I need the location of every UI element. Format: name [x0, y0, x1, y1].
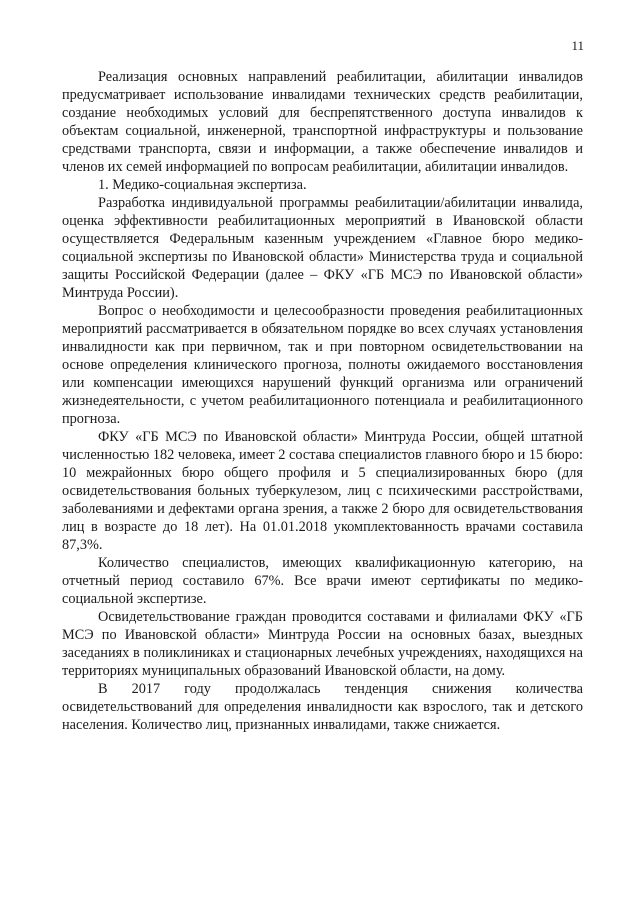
paragraph-staff-structure: ФКУ «ГБ МСЭ по Ивановской области» Минтруда России, общей штатной численностью 182 человека, имеет 2 состава специалистов главного бюро и 15 бюро: 10 межрайонных бюро общего профиля и 5 специализированных бюро (для освидетельствования больных туберкулезом, лиц с психическими расстройствами, заболеваниями и дефектами органа зрения, а также 2 бюро для освидетельствования лиц в возрасте до 18 лет). На 01.01.2018 укомплектованность врачами составила 87,3%. — [62, 429, 583, 553]
page-number: 11 — [571, 38, 584, 53]
section-heading-medical-social-expertise: 1. Медико-социальная экспертиза. — [98, 177, 307, 193]
body-text — [62, 68, 583, 734]
paragraph-examination-locations: Освидетельствование граждан проводится составами и филиалами ФКУ «ГБ МСЭ по Ивановской области» Минтруда России на основных базах, выездных заседаниях в поликлиниках и стационарных лечебных учреждениях, находящихся на территориях муниципальных образований Ивановской области, на дому. — [62, 609, 583, 679]
paragraph-qualified-specialists: Количество специалистов, имеющих квалификационную категорию, на отчетный период составило 67%. Все врачи имеют сертификаты по медико-социальной экспертизе. — [62, 555, 583, 607]
paragraph-program-development: Разработка индивидуальной программы реабилитации/абилитации инвалида, оценка эффективности реабилитационных мероприятий в Ивановской области осуществляется Федеральным казенным учреждением «Главное бюро медико-социальной экспертизы по Ивановской области» Министерства труда и социальной защиты Российской Федерации (далее – ФКУ «ГБ МСЭ по Ивановской области» Минтруда России). — [62, 195, 583, 301]
paragraph-2017-trend: В 2017 году продолжалась тенденция снижения количества освидетельствований для определения инвалидности как взрослого, так и детского населения. Количество лиц, признанных инвалидами, также снижается. — [62, 681, 583, 733]
paragraph-rehabilitation-measures: Вопрос о необходимости и целесообразности проведения реабилитационных мероприятий рассматривается в обязательном порядке во всех случаях установления инвалидности как при первичном, так и при повторном освидетельствовании на основе определения клинического прогноза, полноты ожидаемого восстановления или компенсации имеющихся нарушений функций организма или ограничений жизнедеятельности, с учетом реабилитационного потенциала и реабилитационного прогноза. — [62, 303, 583, 427]
paragraph-rehabilitation-directions: Реализация основных направлений реабилитации, абилитации инвалидов предусматривает использование инвалидами технических средств реабилитации, создание необходимых условий для беспрепятственного доступа инвалидов к объектам социальной, инженерной, транспортной инфраструктуры и пользование средствами транспорта, связи и информации, а также обеспечение инвалидов и членов их семей информацией по вопросам реабилитации, абилитации инвалидов. — [62, 69, 583, 175]
